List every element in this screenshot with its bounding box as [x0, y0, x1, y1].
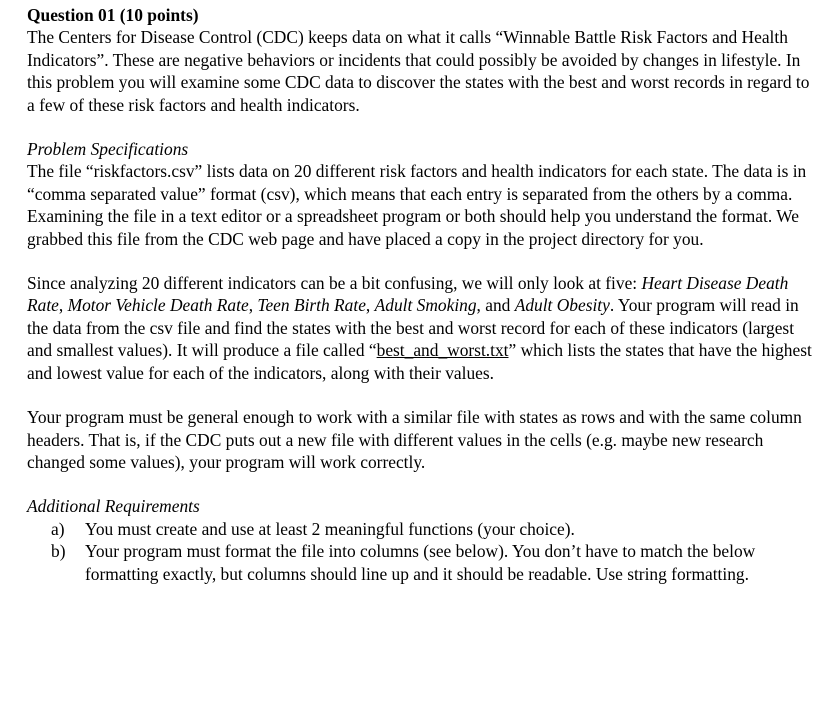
paragraph-gap [27, 116, 817, 138]
indicator-teen-birth: Teen Birth Rate [257, 295, 366, 316]
indicator-heart-disease: Heart Disease Death Rate [27, 273, 789, 316]
requirement-text: You must create and use at least 2 meaningful functions (your choice). [85, 518, 575, 539]
indicator-motor-vehicle: Motor Vehicle Death Rate [67, 295, 249, 316]
problem-specifications-heading: Problem Specifications [27, 139, 189, 160]
list-marker: a) [51, 518, 65, 539]
requirement-item [51, 518, 817, 540]
requirement-item [51, 540, 817, 585]
indicators-middle: Your program will read in the data from the csv file and find the states with the best and worst record for each of these indicators (largest and smallest values). It will produce a file called “ [27, 295, 799, 361]
separator: . [609, 295, 615, 316]
requirement-text: Your program must format the file into columns (see below). You don’t have to match the below formatting exactly, but columns should line up and it should be readable. Use string formatting. [85, 541, 756, 584]
paragraph-gap [27, 473, 817, 495]
separator: , [58, 295, 68, 316]
intro-paragraph: The Centers for Disease Control (CDC) keeps data on what it calls “Winnable Battle Risk Factors and Health Indicators”. These are negative behaviors or incidents that could possibly be avoided by changes in lifestyle. In this problem you will examine some CDC data to discover the states with the best and worst records in regard to a few of these risk factors and health indicators. [27, 27, 810, 115]
spec-paragraph-general: Your program must be general enough to work with a similar file with states as rows and with the same column headers. That is, if the CDC puts out a new file with different values in the cells (e.g. maybe new research changed some values), your program will work correctly. [27, 407, 802, 472]
indicator-adult-obesity: Adult Obesity [514, 295, 610, 316]
spec-paragraph-indicators [27, 272, 817, 384]
indicator-adult-smoking: Adult Smoking [374, 295, 477, 316]
indicators-lead: Since analyzing 20 different indicators can be a bit confusing, we will only look at five: [27, 273, 642, 294]
requirements-list [27, 518, 817, 585]
paragraph-gap [27, 384, 817, 406]
question-title: Question 01 (10 points) [27, 5, 199, 25]
additional-requirements-heading: Additional Requirements [27, 496, 200, 517]
separator: , [365, 295, 375, 316]
document-page [27, 4, 817, 585]
list-marker: b) [51, 541, 66, 562]
spec-paragraph-file: The file “riskfactors.csv” lists data on 20 different risk factors and health indicators for each state. The data is in “comma separated value” format (csv), which means that each entry is separated from the others by a comma. Examining the file in a text editor or a spreadsheet program or both should help you understand the format. We grabbed this file from the CDC web page and have placed a copy in the project directory for you. [27, 161, 807, 249]
output-filename: best_and_worst.txt [376, 340, 509, 361]
indicators-tail: ” which lists the states that have the highest and lowest value for each of the indicators, along with their values. [27, 340, 812, 383]
separator: , and [476, 295, 515, 316]
paragraph-gap [27, 250, 817, 272]
separator: , [248, 295, 258, 316]
